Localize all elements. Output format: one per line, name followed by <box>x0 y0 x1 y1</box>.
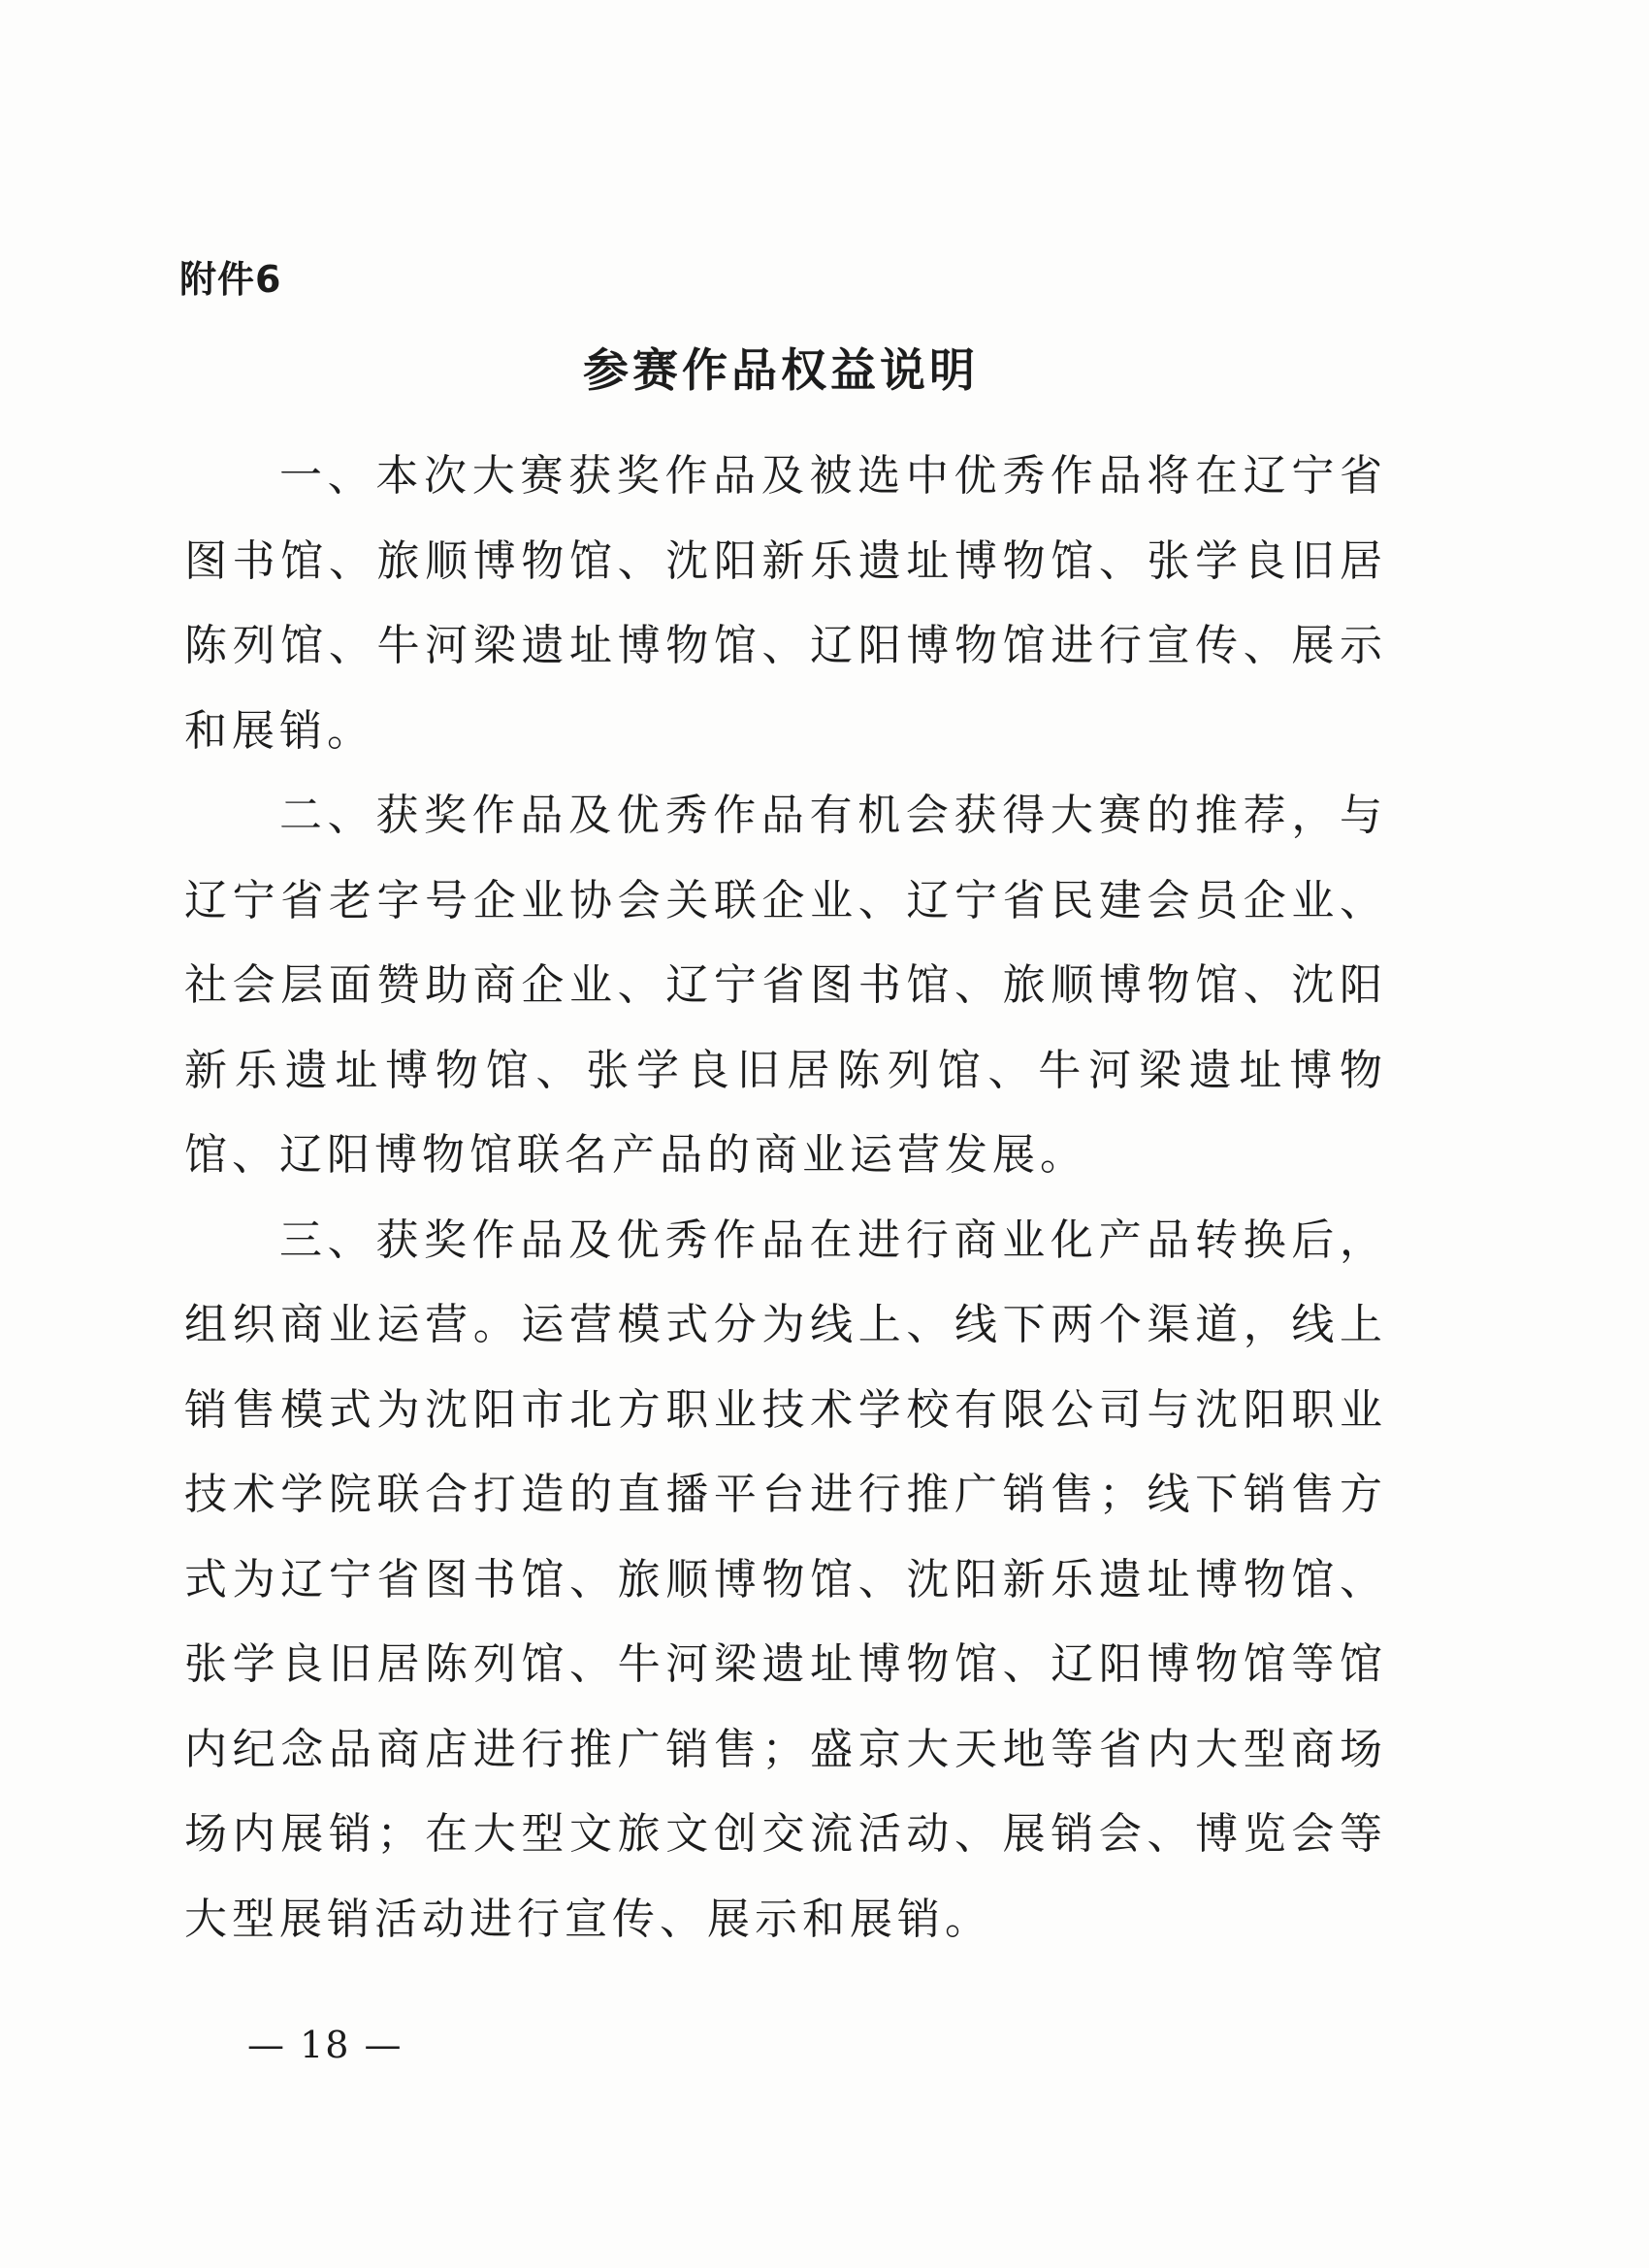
paragraph-1: 一、本次大赛获奖作品及被选中优秀作品将在辽宁省图书馆、旅顺博物馆、沈阳新乐遗址博物馆、张学良旧居陈列馆、牛河梁遗址博物馆、辽阳博物馆进行宣传、展示和展销。 <box>184 451 1387 756</box>
document-title: 参赛作品权益说明 <box>583 344 979 398</box>
document-body <box>184 434 1387 1961</box>
page-number: — 18 — <box>247 2024 404 2066</box>
paragraph-2: 二、获奖作品及优秀作品有机会获得大赛的推荐，与辽宁省老字号企业协会关联企业、辽宁省民建会员企业、社会层面赞助商企业、辽宁省图书馆、旅顺博物馆、沈阳新乐遗址博物馆、张学良旧居陈列馆、牛河梁遗址博物馆、辽阳博物馆联名产品的商业运营发展。 <box>184 791 1387 1180</box>
attachment-label: 附件6 <box>179 258 282 301</box>
paragraph-3: 三、获奖作品及优秀作品在进行商业化产品转换后，组织商业运营。运营模式分为线上、线下两个渠道，线上销售模式为沈阳市北方职业技术学校有限公司与沈阳职业技术学院联合打造的直播平台进行推广销售；线下销售方式为辽宁省图书馆、旅顺博物馆、沈阳新乐遗址博物馆、张学良旧居陈列馆、牛河梁遗址博物馆、辽阳博物馆等馆内纪念品商店进行推广销售；盛京大天地等省内大型商场场内展销；在大型文旅文创交流活动、展销会、博览会等大型展销活动进行宣传、展示和展销。 <box>184 1215 1387 1944</box>
